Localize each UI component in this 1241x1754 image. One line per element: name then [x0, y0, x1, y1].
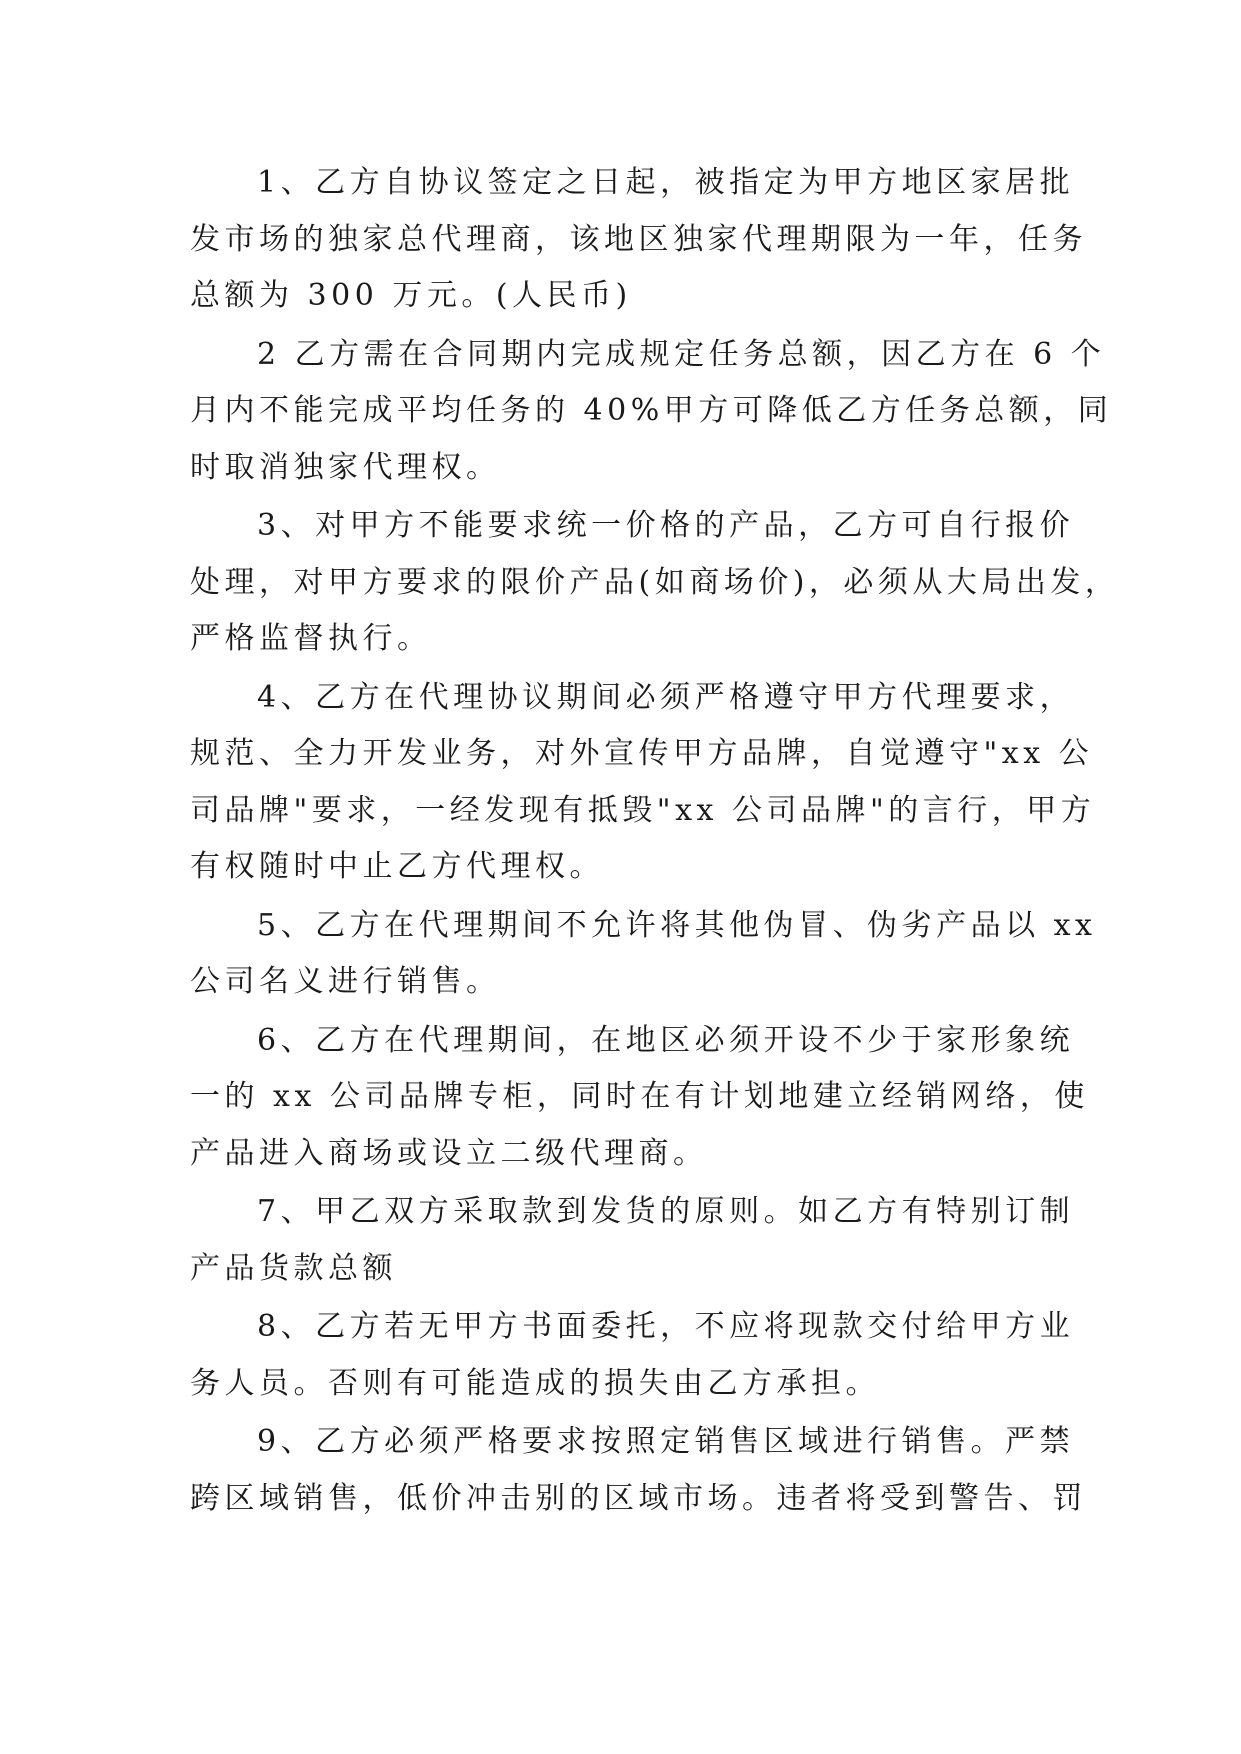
clause-2 [190, 327, 1113, 497]
clause-9 [190, 1414, 1087, 1527]
text-line: 7、甲乙双方采取款到发货的原则。如乙方有特别订制 [257, 1194, 1075, 1229]
clause-7 [190, 1184, 1075, 1297]
text-line: 1、乙方自协议签定之日起，被指定为甲方地区家居批 [257, 165, 1075, 200]
text-line: 时取消独家代理权。 [190, 449, 501, 485]
clause-3 [190, 498, 1120, 668]
text-line: 一的 xx 公司品牌专柜，同时在有计划地建立经销网络，使 [190, 1079, 1089, 1114]
clause-6 [190, 1013, 1089, 1183]
text-line: 务人员。否则有可能造成的损失由乙方承担。 [190, 1365, 880, 1401]
clause-1 [190, 155, 1087, 325]
text-line: 严格监督执行。 [190, 621, 432, 656]
text-line: 发市场的独家总代理商，该地区独家代理期限为一年，任务 [190, 221, 1087, 257]
text-line: 有权随时中止乙方代理权。 [190, 849, 604, 884]
text-line: 规范、全力开发业务，对外宣传甲方品牌，自觉遵守"xx 公 [190, 736, 1094, 771]
text-line: 4、乙方在代理协议期间必须严格遵守甲方代理要求， [257, 679, 1075, 715]
document-body [190, 155, 1120, 1529]
text-line: 2 乙方需在合同期内完成规定任务总额，因乙方在 6 个 [257, 336, 1106, 372]
clause-8 [190, 1299, 1075, 1412]
text-line: 6、乙方在代理期间，在地区必须开设不少于家形象统 [257, 1022, 1075, 1058]
text-line: 5、乙方在代理期间不允许将其他伪冒、伪劣产品以 xx [257, 907, 1097, 943]
text-line: 处理，对甲方要求的限价产品(如商场价)，必须从大局出发， [190, 564, 1120, 600]
text-line: 产品进入商场或设立二级代理商。 [190, 1135, 708, 1171]
clause-5 [190, 898, 1097, 1011]
clause-4 [190, 670, 1096, 896]
text-line: 产品货款总额 [190, 1250, 397, 1286]
text-line: 月内不能完成平均任务的 40%甲方可降低乙方任务总额，同 [190, 393, 1113, 428]
text-line: 9、乙方必须严格要求按照定销售区域进行销售。严禁 [257, 1424, 1075, 1459]
text-line: 司品牌"要求，一经发现有抵毁"xx 公司品牌"的言行，甲方 [190, 792, 1096, 828]
text-line: 公司名义进行销售。 [190, 964, 501, 999]
text-line: 跨区域销售，低价冲击别的区域市场。违者将受到警告、罚 [190, 1480, 1087, 1516]
text-line: 3、对甲方不能要求统一价格的产品，乙方可自行报价 [257, 508, 1075, 543]
text-line: 8、乙方若无甲方书面委托，不应将现款交付给甲方业 [257, 1309, 1075, 1344]
text-line: 总额为 300 万元。(人民币) [190, 278, 632, 313]
